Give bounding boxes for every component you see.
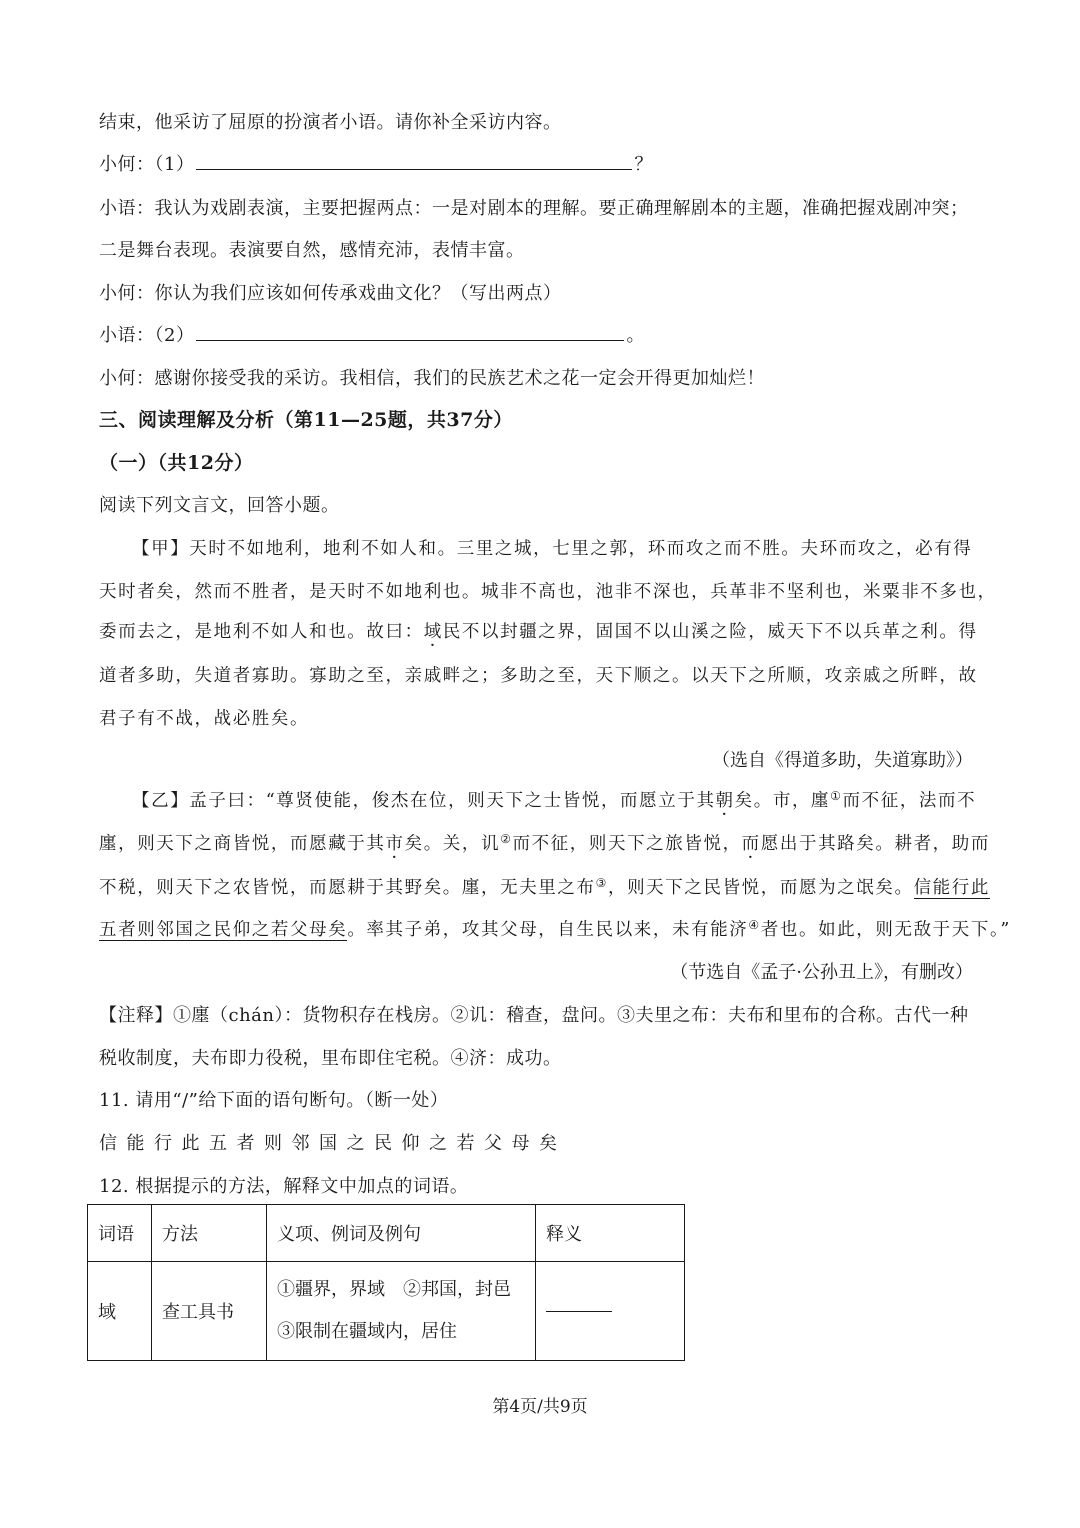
yi-line-4 (99, 916, 1011, 941)
answer-blank-1[interactable] (196, 168, 632, 170)
yi-l2-c: 而不征，则天下之旅皆悦， (512, 834, 742, 854)
dotted-word-er: 而 (741, 834, 761, 854)
jia-l3-a: 委而去之，是地利不如人和也。故曰： (99, 622, 424, 642)
interview-question-2: 小何：你认为我们应该如何传承戏曲文化？（写出两点） (99, 283, 562, 304)
q12-prompt: 12. 根据提示的方法，解释文中加点的词语。 (99, 1176, 469, 1197)
meaning-blank[interactable] (546, 1311, 612, 1312)
notes-line-2: 税收制度，夫布即力役税，里布即住宅税。④济：成功。 (99, 1048, 562, 1069)
underlined-sentence-part-1: 信能行此 (913, 878, 990, 898)
interview-line-1: 结束，他采访了屈原的扮演者小语。请你补全采访内容。 (99, 112, 562, 133)
yi-l1-a: 【乙】孟子曰：“尊贤使能，俊杰在位，则天下之士皆悦，而愿立于其 (132, 791, 716, 811)
jia-line-1: 【甲】天时不如地利，地利不如人和。三里之城，七里之郭，环而攻之而不胜。夫环而攻之，必有得 (132, 539, 973, 559)
yi-l3-b: ，则天下之民皆悦，而愿为之氓矣。 (607, 878, 914, 898)
interview-answer-1b: 二是舞台表现。表演要自然，感情充沛，表情丰富。 (99, 240, 525, 261)
note-mark-1: ① (830, 789, 843, 803)
interview-question-1 (99, 150, 653, 176)
yi-l4-b: 者也。如此，则无敌于天下。” (760, 920, 1011, 940)
notes-line-1: 【注释】①廛（chán）：货物积存在栈房。②讥：稽查，盘问。③夫里之布：夫布和里布的合称。古代一种 (99, 1005, 969, 1026)
underlined-sentence-part-2: 五者则邻国之民仰之若父母矣 (99, 920, 348, 940)
jia-line-5: 君子有不战，战必胜矣。 (99, 709, 310, 729)
jia-line-2: 天时者矣，然而不胜者，是天时不如地利也。城非不高也，池非不深也，兵革非不坚利也，米粟非不多也， (99, 582, 997, 602)
interview-answer-1a: 小语：我认为戏剧表演，主要把握两点：一是对剧本的理解。要正确理解剧本的主题，准确把握戏剧冲突； (99, 198, 969, 219)
part-heading: （一）（共12分） (99, 452, 254, 474)
jia-l3-b: 民不以封疆之界，固国不以山溪之险，威天下不以兵革之利。得 (442, 622, 978, 642)
yi-l2-a: 廛，则天下之商皆悦，而愿藏于其 (99, 834, 386, 854)
cell-method: 查工具书 (152, 1262, 267, 1361)
yi-l4-a: 。率其子弟，攻其父母，自生民以来，未有能济 (347, 920, 749, 940)
q12-data-row (88, 1262, 685, 1361)
jia-line-4: 道者多助，失道者寡助。寡助之至，亲戚畔之；多助之至，天下顺之。以天下之所顺，攻亲戚之所畔，故 (99, 666, 978, 686)
jia-line-3 (99, 618, 978, 643)
q12-table (87, 1204, 685, 1361)
yi-l1-b: 矣。市，廛 (734, 791, 831, 811)
yi-line-3 (99, 874, 990, 899)
sense-line-1: ①疆界，界域 ②邦国，封邑 (277, 1279, 511, 1300)
header-word: 词语 (88, 1205, 152, 1262)
cell-word: 域 (88, 1262, 152, 1361)
a2-suffix: 。 (626, 325, 645, 346)
yi-l3-a: 不税，则天下之农皆悦，而愿耕于其野矣。廛，无夫里之布 (99, 878, 596, 898)
q11-sentence[interactable]: 信能行此五者则邻国之民仰之若父母矣 (99, 1133, 567, 1154)
dotted-word-yu: 域 (423, 622, 443, 642)
yi-line-2 (99, 830, 990, 855)
header-senses: 义项、例词及例句 (267, 1205, 536, 1262)
cell-senses (267, 1262, 536, 1361)
q1-suffix: ？ (634, 154, 653, 175)
yi-source: （节选自《孟子·公孙丑上》，有删改） (670, 962, 973, 983)
jia-source: （选自《得道多助，失道寡助》） (712, 750, 973, 771)
interview-answer-2 (99, 321, 645, 347)
answer-blank-2[interactable] (196, 339, 624, 341)
q12-header-row (88, 1205, 685, 1262)
note-mark-4: ④ (748, 918, 761, 932)
dotted-word-chao: 朝 (715, 791, 735, 811)
cell-meaning[interactable] (536, 1262, 685, 1361)
dotted-word-shi: 市 (385, 834, 405, 854)
header-meaning: 释义 (536, 1205, 685, 1262)
sense-line-2: ③限制在疆域内，居住 (277, 1321, 457, 1342)
note-mark-2: ② (500, 832, 513, 846)
section-heading: 三、阅读理解及分析（第11—25题，共37分） (99, 409, 513, 431)
q1-prefix: 小何：（1） (99, 154, 195, 175)
yi-line-1 (132, 787, 976, 812)
yi-l2-b: 矣。关，讥 (404, 834, 501, 854)
page-footer: 第4页/共9页 (492, 1397, 588, 1417)
reading-instruction: 阅读下列文言文，回答小题。 (99, 495, 340, 516)
a2-prefix: 小语：（2） (99, 325, 195, 346)
note-mark-3: ③ (595, 876, 608, 890)
yi-l1-c: 而不征，法而不 (842, 791, 977, 811)
q11-prompt: 11. 请用“/”给下面的语句断句。（断一处） (99, 1090, 449, 1111)
yi-l2-d: 愿出于其路矣。耕者，助而 (760, 834, 990, 854)
header-method: 方法 (152, 1205, 267, 1262)
interview-closing: 小何：感谢你接受我的采访。我相信，我们的民族艺术之花一定会开得更加灿烂！ (99, 368, 765, 389)
